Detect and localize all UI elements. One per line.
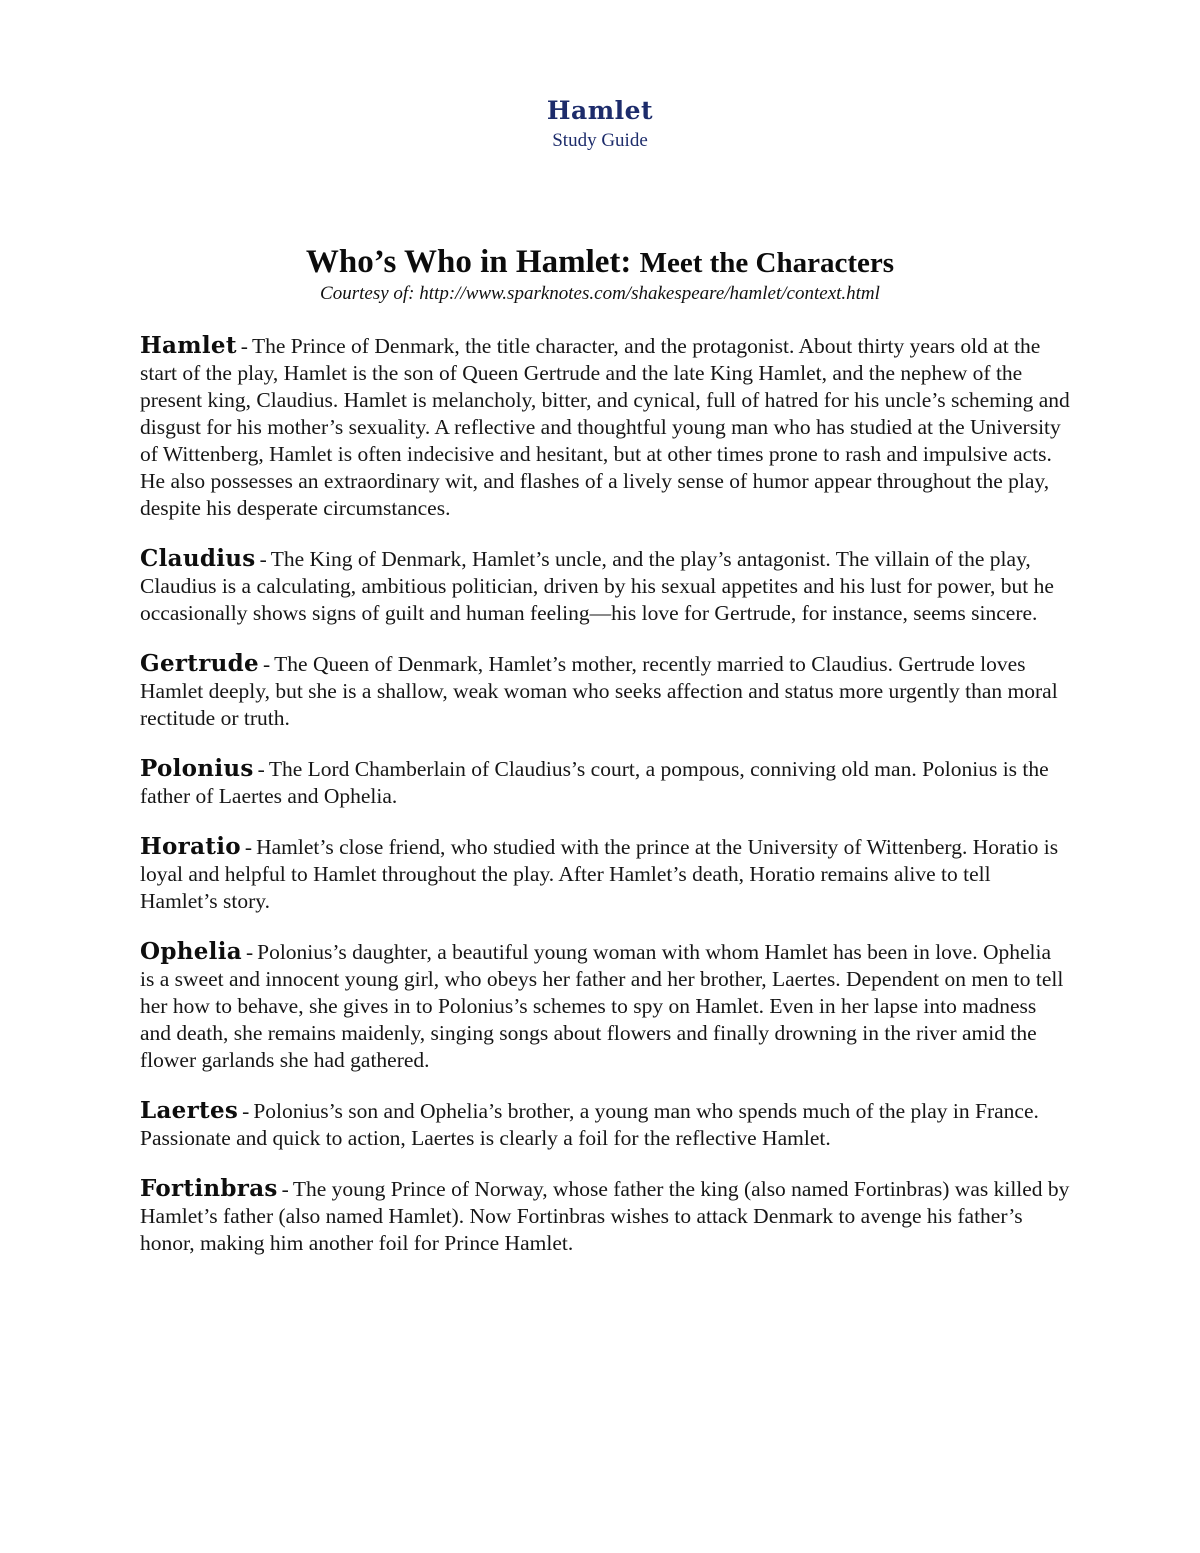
character-entry-fortinbras bbox=[140, 1175, 1070, 1257]
separator: - bbox=[244, 835, 253, 859]
character-entry-gertrude bbox=[140, 650, 1070, 732]
separator: - bbox=[281, 1177, 289, 1201]
main-heading bbox=[0, 242, 1200, 283]
character-entry-laertes bbox=[140, 1097, 1070, 1152]
main-heading-part2: Meet the Characters bbox=[639, 247, 895, 279]
character-name: Laertes bbox=[140, 1097, 239, 1124]
header-subtitle: Study Guide bbox=[552, 130, 648, 151]
character-entry-polonius bbox=[140, 755, 1070, 810]
separator: - bbox=[245, 940, 254, 964]
character-description: The Lord Chamberlain of Claudius’s court, a pompous, conniving old man. Polonius is the father of Laertes and Ophelia. bbox=[140, 757, 1049, 808]
character-name: Ophelia bbox=[140, 938, 242, 965]
separator: - bbox=[257, 757, 265, 781]
character-entry-horatio bbox=[140, 833, 1070, 915]
main-heading-part1: Who’s Who in Hamlet: bbox=[305, 244, 632, 280]
character-entry-claudius bbox=[140, 545, 1070, 627]
separator: - bbox=[259, 547, 267, 571]
character-name: Gertrude bbox=[140, 650, 259, 677]
courtesy-line: Courtesy of: http://www.sparknotes.com/shakespeare/hamlet/context.html bbox=[320, 283, 880, 304]
character-name: Hamlet bbox=[140, 332, 237, 359]
character-name: Claudius bbox=[140, 545, 256, 572]
separator: - bbox=[242, 1099, 250, 1123]
character-name: Horatio bbox=[140, 833, 241, 860]
character-description: The Prince of Denmark, the title character, and the protagonist. About thirty years old at the start of the play, Hamlet is the son of Queen Gertrude and the late King Hamlet, and the nephew of the present king, Claudius. Hamlet is melancholy, bitter, and cynical, full of hatred for his uncle’s scheming and disgust for his mother’s sexuality. A reflective and thoughtful young man who has studied at the University of Wittenberg, Hamlet is often indecisive and hesitant, but at other times prone to rash and impulsive acts. He also possesses an extraordinary wit, and flashes of a lively sense of humor appear throughout the play, despite his desperate circumstances. bbox=[140, 334, 1070, 520]
character-description: The King of Denmark, Hamlet’s uncle, and the play’s antagonist. The villain of the play, Claudius is a calculating, ambitious politician, driven by his sexual appetites and his lust for power, but he occasionally shows signs of guilt and human feeling—his love for Gertrude, for instance, seems sincere. bbox=[140, 547, 1054, 625]
character-description: Polonius’s son and Ophelia’s brother, a young man who spends much of the play in France. Passionate and quick to action, Laertes is clearly a foil for the reflective Hamlet. bbox=[140, 1099, 1039, 1150]
character-description: Hamlet’s close friend, who studied with the prince at the University of Wittenberg. Horatio is loyal and helpful to Hamlet throughout the play. After Hamlet’s death, Horatio remains alive to tell Hamlet’s story. bbox=[140, 835, 1059, 913]
character-entry-hamlet bbox=[140, 332, 1070, 522]
character-description: Polonius’s daughter, a beautiful young woman with whom Hamlet has been in love. Ophelia is a sweet and innocent young girl, who obeys her father and her brother, Laertes. Dependent on men to tell her how to behave, she gives in to Polonius’s schemes to spy on Hamlet. Even in her lapse into madness and death, she remains maidenly, singing songs about flowers and finally drowning in the river amid the flower garlands she had gathered. bbox=[140, 940, 1064, 1072]
header-title: Hamlet bbox=[546, 96, 654, 125]
character-name: Polonius bbox=[140, 755, 254, 782]
character-description: The young Prince of Norway, whose father the king (also named Fortinbras) was killed by Hamlet’s father (also named Hamlet). Now Fortinbras wishes to attack Denmark to avenge his father’s honor, making him another foil for Prince Hamlet. bbox=[140, 1177, 1070, 1255]
character-description: The Queen of Denmark, Hamlet’s mother, recently married to Claudius. Gertrude loves Hamlet deeply, but she is a shallow, weak woman who seeks affection and status more urgently than moral rectitude or truth. bbox=[140, 652, 1058, 730]
separator: - bbox=[240, 334, 248, 358]
character-entry-ophelia bbox=[140, 938, 1070, 1074]
separator: - bbox=[262, 652, 271, 676]
character-list bbox=[140, 332, 1070, 1280]
character-name: Fortinbras bbox=[140, 1175, 278, 1202]
page-header bbox=[0, 96, 1200, 154]
